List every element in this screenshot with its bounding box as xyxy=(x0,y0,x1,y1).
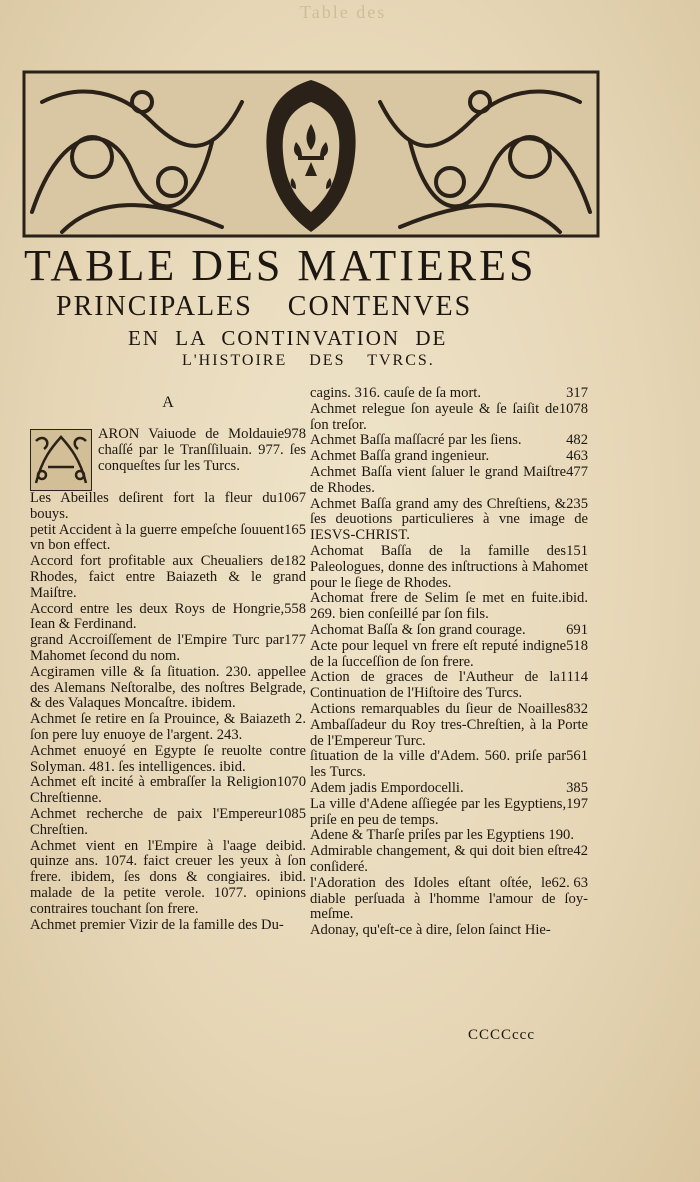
index-entry xyxy=(30,807,306,839)
index-entry xyxy=(310,876,588,923)
page-number: 558 xyxy=(284,600,306,617)
page-number: 477 xyxy=(566,463,588,480)
page-number: 978 xyxy=(284,426,306,442)
index-entry xyxy=(30,554,306,601)
index-entry xyxy=(310,923,588,939)
page-number: 1085 xyxy=(276,805,306,822)
index-entry xyxy=(30,775,306,807)
ornamental-headpiece xyxy=(22,62,600,240)
page-number: 1070 xyxy=(276,774,306,791)
index-entry xyxy=(30,744,306,776)
entry-text: Achmet relegue ſon ayeule & ſe ſaiſit de ſon treſor. xyxy=(310,400,559,433)
entry-text: La ville d'Adene aſſiegée par les Egyptiens, priſe en peu de temps. xyxy=(310,795,567,828)
index-entry xyxy=(30,633,306,665)
entry-text: Adem jadis Empordocelli. xyxy=(310,779,464,796)
index-entry xyxy=(310,670,588,702)
entry-text: Admirable changement, & qui doit bien eſtre conſideré. xyxy=(310,843,574,875)
index-entry xyxy=(310,497,588,544)
entry-text: Achmet ſe retire en ſa Prouince, & Baiazeth 2. ſon pere luy enuoye de l'argent. 243. xyxy=(30,711,306,743)
page-number: 832 xyxy=(566,700,588,717)
entry-text: Adene & Tharſe priſes par les Egyptiens 190. xyxy=(310,827,574,844)
left-column xyxy=(30,395,306,933)
ornate-initial-icon xyxy=(30,429,92,491)
right-entries xyxy=(310,386,588,939)
entry-text: Acgiramen ville & ſa ſituation. 230. appellee des Alemans Neſtoralbe, des noſtres Belgrade, & des Valaques Moncaſtre. ibidem. xyxy=(30,663,306,712)
title-line-3: EN LA CONTINVATION DE xyxy=(128,326,448,350)
page-number: ibid. xyxy=(561,590,588,607)
index-entry xyxy=(310,749,588,781)
page-number: 177 xyxy=(284,632,306,649)
page-number: 463 xyxy=(566,448,588,465)
page-number: 385 xyxy=(566,779,588,796)
index-entry xyxy=(310,402,588,434)
index-entry xyxy=(30,918,306,934)
title-line-4: L'HISTOIRE DES TVRCS. xyxy=(182,352,435,369)
entry-text: Achomat frere de Selim ſe met en fuite. 269. bien conſeillé par ſon fils. xyxy=(310,590,562,623)
entry-text: Action de graces de l'Autheur de la Continuation de l'Hiſtoire des Turcs. xyxy=(310,669,560,702)
entry-text: Achmet Baſſa grand amy des Chreſtiens, & ſes deuotions particulieres à vne image de IESVS-CHRIST. xyxy=(310,495,588,544)
index-entry xyxy=(310,433,588,449)
catchword: CCCCccc xyxy=(468,1027,535,1043)
bleed-through-text: Table des xyxy=(300,2,387,22)
page-number: 182 xyxy=(284,553,306,570)
index-entry xyxy=(310,844,588,876)
right-column xyxy=(310,386,588,939)
entry-text: ARON Vaiuode de Moldauie chaſſé par le Tranſſiluain. 977. ſes conqueſtes ſur les Turcs. xyxy=(98,426,306,474)
left-entries xyxy=(30,427,306,933)
entry-text: Achmet Baſſa grand ingenieur. xyxy=(310,448,490,465)
title-line-2: PRINCIPALES CONTENVES xyxy=(56,291,473,322)
page-number: 151 xyxy=(566,542,588,559)
entry-text: Achmet Baſſa maſſacré par les ſiens. xyxy=(310,432,522,449)
entry-text: Accord fort profitable aux Cheualiers de Rhodes, faict entre Baiazeth & le grand Maiſtre. xyxy=(30,553,306,601)
page-number: 691 xyxy=(566,621,588,638)
index-entry xyxy=(30,712,306,744)
index-entry xyxy=(310,449,588,465)
page-number: 62. 63 xyxy=(551,874,588,891)
entry-text: Achmet vient en l'Empire à l'aage de quinze ans. 1074. faict creuer les yeux à ſon frere. ibidem, ſes dons & congiaires. ibid. malade de la petite verole. 1077. opinions contraires touchant ſon frere. xyxy=(30,837,306,917)
index-entry xyxy=(30,839,306,918)
entry-text: petit Accident à la guerre empeſche ſouuent vn bon effect. xyxy=(30,521,285,554)
entry-text: Achomat Baſſa de la famille des Paleologues, donne des inſtructions à Mahomet pour le ſiege de Rhodes. xyxy=(310,542,588,591)
entry-text: Achmet recherche de paix l'Empereur Chreſtien. xyxy=(30,805,277,838)
index-entry xyxy=(30,491,306,523)
index-entry xyxy=(310,544,588,591)
page-number: 1078 xyxy=(558,400,588,417)
page-number: 235 xyxy=(566,495,588,512)
page-number: ibid. xyxy=(279,837,306,854)
entry-text: Acte pour lequel vn frere eſt reputé indigne de la ſucceſſion de ſon frere. xyxy=(310,637,567,670)
page-number: 197 xyxy=(566,795,588,812)
section-letter: A xyxy=(162,394,174,411)
page-number: 561 xyxy=(566,748,588,765)
entry-text: ſituation de la ville d'Adem. 560. priſe par les Turcs. xyxy=(310,748,567,781)
entry-text: Les Abeilles deſirent fort la fleur du bouys. xyxy=(30,490,277,522)
index-entry xyxy=(30,602,306,634)
page-number: 1114 xyxy=(559,669,588,686)
index-entry xyxy=(30,665,306,712)
index-entry xyxy=(310,591,588,623)
entry-text: Adonay, qu'eſt-ce à dire, ſelon ſainct Hie- xyxy=(310,922,551,939)
page-number: 317 xyxy=(566,385,588,401)
page-title: TABLE DES MATIERES xyxy=(24,241,537,290)
index-entry xyxy=(310,623,588,639)
entry-text: cagins. 316. cauſe de ſa mort. xyxy=(310,385,482,401)
entry-text: Achmet eſt incité à embraſſer la Religion Chreſtienne. xyxy=(30,774,277,807)
page-number: 1067 xyxy=(276,490,306,506)
index-entry xyxy=(310,828,588,844)
index-entry xyxy=(310,465,588,497)
index-entry xyxy=(310,702,588,749)
page-number: 518 xyxy=(566,637,588,654)
entry-text: Achomat Baſſa & ſon grand courage. xyxy=(310,621,526,638)
index-entry xyxy=(310,639,588,671)
entry-text: l'Adoration des Idoles eſtant oſtée, le diable perſuada à l'homme l'amour de ſoy-meſme. xyxy=(310,874,588,923)
index-entry xyxy=(30,523,306,555)
index-entry xyxy=(310,797,588,829)
index-entry xyxy=(310,386,588,402)
entry-text: Actions remarquables du ſieur de Noailles Ambaſſadeur du Roy tres-Chreſtien, à la Porte de l'Empereur Turc. xyxy=(310,700,588,749)
entry-text: Achmet Baſſa vient ſaluer le grand Maiſtre de Rhodes. xyxy=(310,463,567,496)
page-number: 165 xyxy=(284,521,306,538)
entry-text: Accord entre les deux Roys de Hongrie, Iean & Ferdinand. xyxy=(30,600,285,633)
index-entry xyxy=(310,781,588,797)
entry-text: Achmet premier Vizir de la famille des Du- xyxy=(30,916,284,933)
entry-text: Achmet enuoyé en Egypte ſe reuolte contre Solyman. 481. ſes intelligences. ibid. xyxy=(30,742,306,775)
page-number: 42 xyxy=(573,843,588,860)
entry-text: grand Accroiſſement de l'Empire Turc par Mahomet ſecond du nom. xyxy=(30,632,285,664)
page-number: 482 xyxy=(566,432,588,449)
